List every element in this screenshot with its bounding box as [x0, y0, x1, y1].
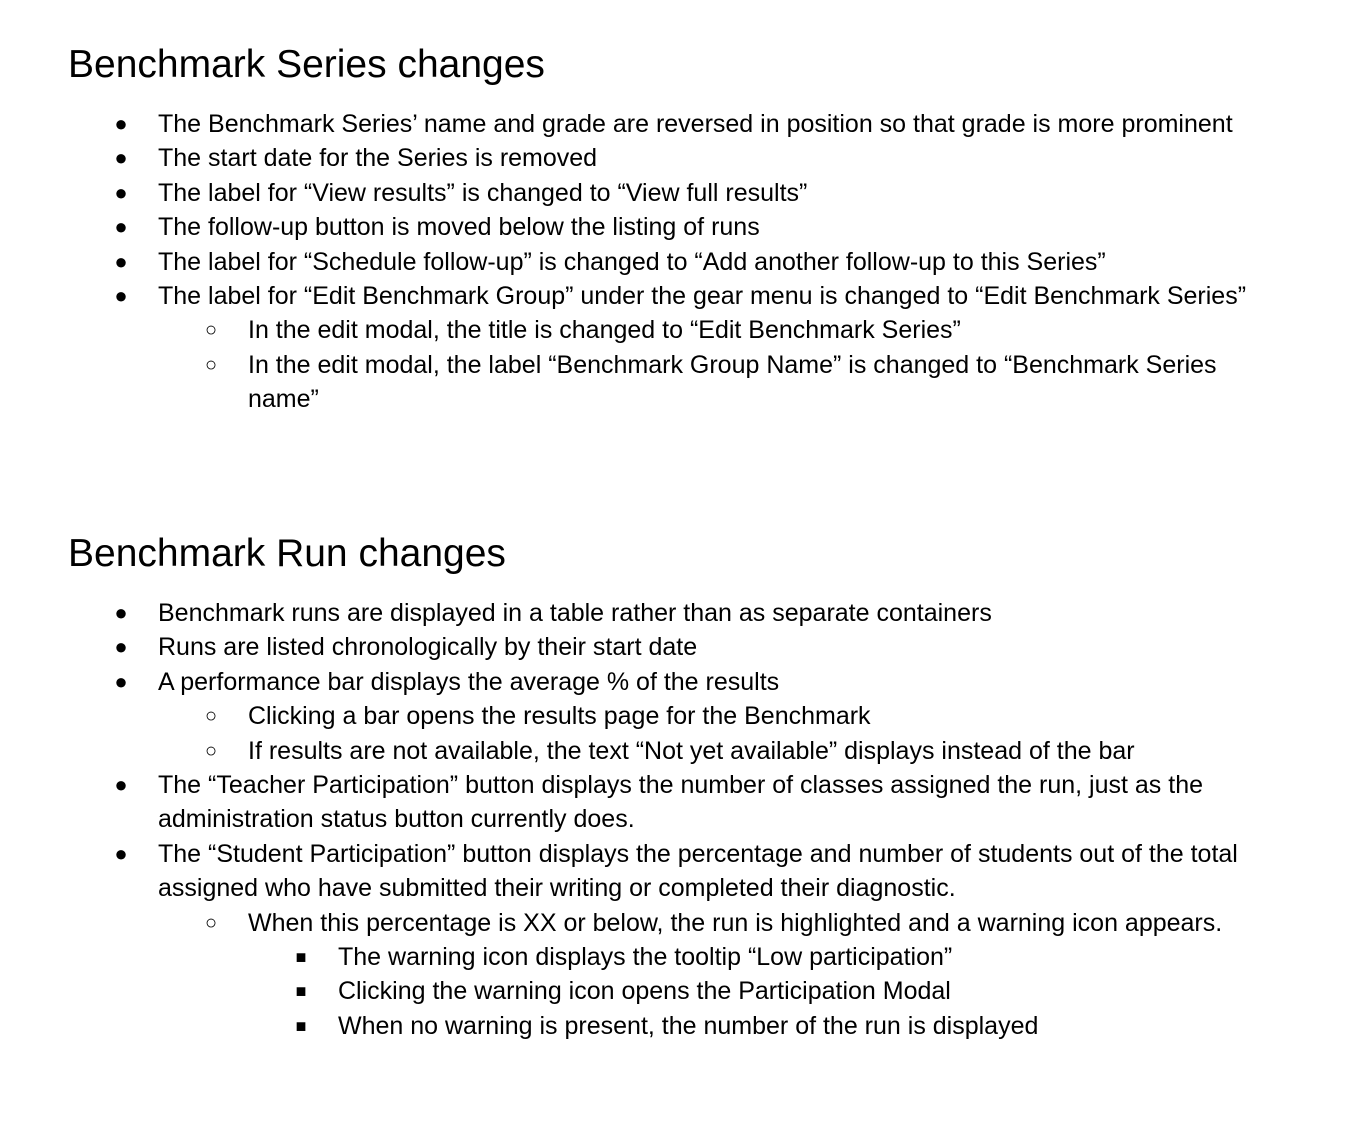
bullet-disc: ●	[114, 145, 128, 171]
list-item	[0, 176, 1248, 210]
list-item-text: Clicking the warning icon opens the Participation Modal	[338, 977, 951, 1006]
list-item-text: The “Teacher Participation” button displays the number of classes assigned the run, just as the administration status button currently does.	[158, 771, 1204, 834]
list-item	[0, 837, 1248, 906]
list-item-text: The “Student Participation” button displays the percentage and number of students out of the total assigned who have submitted their writing or completed their diagnostic.	[158, 839, 1238, 903]
bullet-disc: ●	[114, 283, 128, 309]
list-item-text: The warning icon displays the tooltip “Low participation”	[338, 943, 953, 972]
bullet-disc: ●	[114, 634, 128, 660]
list-item-text: Runs are listed chronologically by their start date	[158, 633, 698, 662]
list-item	[0, 699, 1248, 733]
list-item	[0, 313, 1248, 347]
bullet-circle: ○	[204, 353, 218, 376]
bullet-circle: ○	[204, 739, 218, 762]
list-item	[0, 768, 1248, 837]
list-item	[0, 596, 1248, 630]
bullet-square: ■	[295, 1015, 307, 1036]
list-item	[0, 974, 1248, 1008]
list-item	[0, 734, 1248, 768]
list-item	[0, 630, 1248, 664]
list-item-text: The label for “Edit Benchmark Group” under the gear menu is changed to “Edit Benchmark Series”	[158, 282, 1247, 311]
list-item	[0, 107, 1248, 141]
bullet-disc: ●	[114, 840, 128, 866]
bullet-circle: ○	[204, 705, 218, 728]
list-item	[0, 1009, 1248, 1043]
bullet-square: ■	[295, 947, 307, 968]
section-title-run: Benchmark Run changes	[68, 532, 506, 575]
bullet-disc: ●	[114, 214, 128, 240]
list-item	[0, 279, 1248, 313]
bullet-disc: ●	[114, 600, 128, 625]
list-item-text: The Benchmark Series’ name and grade are reversed in position so that grade is more prominent	[158, 110, 1233, 138]
list-item-text: When no warning is present, the number of the run is displayed	[338, 1011, 1039, 1040]
bullet-disc: ●	[114, 111, 128, 136]
section-title-series: Benchmark Series changes	[68, 43, 545, 86]
list-item-text: When this percentage is XX or below, the run is highlighted and a warning icon appears.	[248, 908, 1223, 937]
list-item-text: The start date for the Series is removed	[158, 144, 598, 173]
list-item-text: If results are not available, the text “Not yet available” displays instead of the bar	[248, 736, 1135, 765]
bullet-disc: ●	[114, 179, 128, 205]
list-item-text: The follow-up button is moved below the listing of runs	[158, 213, 760, 242]
list-item-text: In the edit modal, the title is changed to “Edit Benchmark Series”	[248, 316, 961, 345]
list-item	[0, 210, 1248, 244]
series-changes-list	[0, 107, 1248, 417]
list-item-text: Benchmark runs are displayed in a table rather than as separate containers	[158, 599, 992, 627]
list-item-text: The label for “Schedule follow-up” is changed to “Add another follow-up to this Series”	[158, 247, 1106, 276]
list-item	[0, 348, 1248, 417]
list-item	[0, 906, 1248, 940]
list-item-text: Clicking a bar opens the results page for the Benchmark	[248, 702, 871, 731]
bullet-circle: ○	[204, 911, 218, 934]
bullet-disc: ●	[114, 772, 128, 798]
list-item	[0, 245, 1248, 279]
bullet-circle: ○	[204, 319, 218, 342]
bullet-square: ■	[295, 981, 307, 1002]
run-changes-list	[0, 596, 1248, 1043]
list-item-text: The label for “View results” is changed to “View full results”	[158, 178, 808, 207]
bullet-disc: ●	[114, 248, 128, 274]
list-item-text: In the edit modal, the label “Benchmark Group Name” is changed to “Benchmark Series name”	[248, 350, 1217, 414]
list-item	[0, 141, 1248, 175]
list-item	[0, 665, 1248, 699]
list-item-text: A performance bar displays the average % of the results	[158, 667, 780, 696]
bullet-disc: ●	[114, 668, 128, 694]
list-item	[0, 940, 1248, 974]
